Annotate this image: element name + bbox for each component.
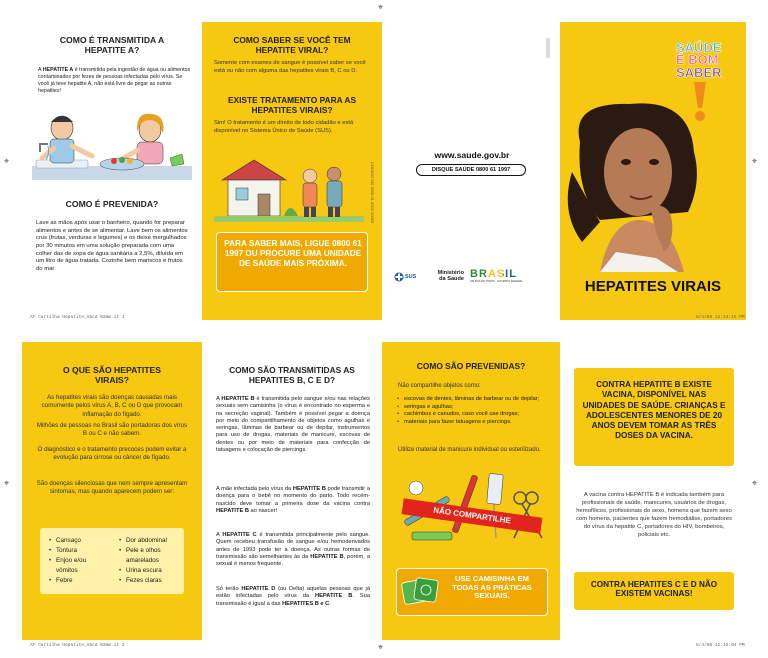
- panel-title: COMO É TRANSMITIDA A HEPATITE A?: [59, 35, 165, 55]
- bold-label: HEPATITE B: [221, 396, 255, 402]
- footer-mark: 8/4/08 12:15:04 PM: [696, 643, 745, 648]
- registration-mark: ⌖: [4, 478, 10, 488]
- brasil-sub: UM PAÍS DE TODOS · GOVERNO FEDERAL: [470, 280, 523, 283]
- text-lead: A: [38, 67, 43, 73]
- title-o-que-sao: O QUE SÃO HEPATITES VIRAIS?: [62, 365, 162, 385]
- panel-prevencao: [382, 342, 560, 640]
- prevent-text: Lave as mãos após usar o banheiro, quando for preparar alimentos e antes de se alimentar. Lave bem os alimentos crus (frutas, verduras e legumes) e os deixe mergulhados por 30 minutos em uma solução preparada com uma colher das de sopa de água sanitária a 2,5%, diluída em um litro de água tratada. Cozinhe bem mariscos e frutos do mar.: [36, 220, 188, 273]
- hand-washing-illustration: [32, 108, 192, 186]
- health-unit-illustration: [214, 150, 364, 224]
- hepatite-d-text: [216, 586, 370, 608]
- hepatite-a-text: [38, 67, 192, 95]
- symptom-item: • Febre: [48, 576, 112, 586]
- condom-text: USE CAMISINHA EM TODAS AS PRÁTICAS SEXUAIS.: [452, 574, 532, 601]
- text-span: A mãe infectada pelo vírus da: [216, 486, 293, 492]
- symptoms-right: [118, 536, 180, 586]
- bold-label: HEPATITES B e C: [282, 600, 330, 607]
- bold-label: HEPATITE C: [222, 532, 257, 538]
- prevencao-list: [396, 396, 548, 427]
- title-prevencao: COMO SÃO PREVENIDAS?: [416, 361, 526, 371]
- text-span: é transmitida principalmente pelo sangue. Quem recebeu transfusão de sangue e/ou hemoderivados antes de 1993 pode ter a doença. As outras formas de transmissão são semelhantes às da: [216, 532, 370, 560]
- mother-text: [216, 486, 370, 515]
- bold-label: HEPATITE B: [292, 486, 326, 492]
- manicure-text: Utilize material de manicure individual ou esterilizado.: [398, 447, 541, 453]
- side-code-2: [546, 38, 550, 58]
- title-diagnostico: COMO SABER SE VOCÊ TEM HEPATITE VIRAL?: [233, 35, 351, 55]
- cover-title: HEPATITES VIRAIS: [584, 278, 722, 295]
- panel-transmissao: [202, 342, 382, 640]
- bold-label: HEPATITE B: [310, 553, 344, 560]
- symptom-item: • Fezes claras: [118, 576, 180, 586]
- woman-portrait-photo: [560, 102, 746, 272]
- vaccine-box-text: CONTRA HEPATITE B EXISTE VACINA, DISPONÍVEL NAS UNIDADES DE SAÚDE. CRIANÇAS E ADOLESCENTES MENORES DE 20 ANOS DEVEM TOMAR AS TRÊS DOSES DA VACINA.: [582, 380, 726, 441]
- call-text: PARA SABER MAIS, LIGUE 0800 61 1997 OU PROCURE UMA UNIDADE DE SAÚDE MAIS PRÓXIMA.: [224, 239, 362, 268]
- prevencao-item: • cachimbos e canudos, caso você use drogas;: [396, 411, 548, 419]
- panel-hepatite-a: [22, 22, 202, 320]
- symptom-item: • Tontura: [48, 546, 112, 556]
- para-4: São doenças silenciosas que nem sempre apresentam sintomas, mas quando aparecem podem ser:: [36, 480, 188, 496]
- prevencao-intro: Não compartilhe objetos como:: [398, 383, 481, 389]
- text-span: Só terão: [216, 586, 242, 592]
- panel-back-cover: [382, 22, 560, 320]
- text-rest: é transmitida pela ingestão de água ou alimentos contaminados por fezes de pessoas infectadas pelo vírus. Se você já teve hepatite A, não está livre de pegar as outras hepatites!: [38, 67, 191, 94]
- symptoms-left: [48, 536, 112, 586]
- sus-icon: [394, 272, 404, 282]
- text-span: (ou Delta) aquelas pessoas que já estão infectadas pelo vírus da: [216, 586, 370, 600]
- symptom-item: • Enjoo e/ou vômitos: [48, 556, 94, 576]
- symptom-item: • Dor abdominal: [118, 536, 180, 546]
- brand-line-1: SAÚDE: [676, 40, 722, 55]
- prevencao-item: • escovas de dentes, lâminas de barbear ou de depilar;: [396, 396, 548, 404]
- symptom-item: • Urina escura: [118, 566, 180, 576]
- para-2: Milhões de pessoas no Brasil são portadoras dos vírus B ou C e não sabem.: [36, 422, 188, 438]
- title-transmissao: COMO SÃO TRANSMITIDAS AS HEPATITES B, C E D?: [229, 365, 355, 385]
- vaccine-box: [574, 368, 734, 466]
- registration-mark: ⌖: [752, 478, 758, 488]
- website-link[interactable]: www.saude.gov.br: [434, 150, 510, 160]
- symptom-item: • Pele e olhos amarelados: [118, 546, 170, 566]
- brasil-wordmark: BRASIL: [470, 268, 536, 280]
- title-tratamento: EXISTE TRATAMENTO PARA AS HEPATITES VIRAIS?: [227, 95, 357, 115]
- panel-o-que-sao: [22, 342, 202, 640]
- bold-label: HEPATITE B: [216, 507, 249, 514]
- prevencao-item: • seringas e agulhas;: [396, 404, 548, 412]
- para-3: O diagnóstico e o tratamento precoces podem evitar a evolução para cirrose ou câncer de fígado.: [37, 446, 187, 462]
- side-code: CODIGO MS 2008 01 0001 00000: [370, 162, 375, 224]
- registration-mark: ⌖: [4, 156, 10, 166]
- brand-line-3: SABER: [676, 64, 722, 80]
- text-span: ao nascer!: [248, 507, 278, 514]
- hepatite-b-text: A HEPATITE B é transmitida pelo sangue e/ou nas relações sexuais sem camisinha (o vírus é encontrado no esperma e na secreção vaginal). Também é possível pegar a doença por meio do compartilhamento de objetos como agulhas e seringas, lâminas de barbear ou de depilar, instrumentos para uso de drogas, materiais de manicure, escovas de dentes ou por meio de materiais para confecção de tatuagens e colocação de piercings.: [216, 396, 370, 454]
- panel-vacina: [560, 342, 746, 640]
- ministerio-logo: Ministério da Saúde: [437, 270, 464, 283]
- text-span: . Sua transmissão é igual a das: [216, 593, 370, 607]
- registration-mark: ⌖: [752, 156, 758, 166]
- no-vaccine-text: CONTRA HEPATITES C E D NÃO EXISTEM VACINAS!: [590, 580, 718, 599]
- text-tratamento: Sim! O tratamento é um direito de todo cidadão e está disponível no Sistema Único de Saúde (SUS).: [214, 120, 354, 134]
- call-box: [216, 232, 368, 292]
- para-1: As hepatites virais são doenças causadas mais comumente pelos vírus A, B, C ou D que provocam inflamação do fígado.: [41, 394, 183, 418]
- symptoms-box: [40, 528, 184, 594]
- text-span: , porém, a sexual é menos frequente.: [216, 553, 371, 568]
- text-span: é transmitida pelo sangue e/ou nas relações sexuais sem camisinha (o vírus é encontrado no esperma e na secreção vaginal). Também é possível pegar a doença por meio do compartilhamento de objetos como agulhas e seringas, lâminas de barbear ou de depilar, instrumentos para uso de drogas, materiais de manicure, escovas de dentes ou por meio de materiais para confecção de tatuagens e colocação de piercings.: [216, 396, 370, 454]
- panel-diagnostico: [202, 22, 382, 320]
- ribbon-text: NÃO COMPARTILHE: [432, 505, 512, 526]
- vaccine-text: A vacina contra HEPATITE B é indicada também para profissionais de saúde, manicures, usuários de drogas, hemofílicos, profissionais do sexo, homens que fazem sexo com homens, pacientes que fazem hemodiálise, portadores do vírus da hepatite C, portadores do HIV, bombeiros, policiais etc.: [576, 492, 732, 538]
- footer-mark: AF Cartilha Hepatite_A5cd 02mm.it 1: [30, 315, 125, 320]
- sus-logo: [394, 272, 420, 286]
- bold-label: HEPATITE D: [241, 586, 276, 592]
- brand-line-2: É BOM: [676, 52, 719, 68]
- text-span: pode transmitir a doença para o bebê no momento do parto. Todo recém-nascido deve tomar a primeira dose da vacina contra: [216, 486, 370, 507]
- brasil-logo: [470, 268, 536, 288]
- bold-label: HEPATITE B: [315, 593, 353, 600]
- hepatite-c-text: A HEPATITE C é transmitida principalmente pelo sangue. Quem recebeu transfusão de sangue e/ou hemoderivados antes de 1993 pode ter a doença. As outras formas de transmissão são semelhantes às da HEPATITE B, porém, a sexual é menos frequente.: [216, 532, 371, 568]
- registration-mark: ⌖: [378, 2, 384, 12]
- no-vaccine-box: [574, 572, 734, 610]
- text-bold: HEPATITE A: [42, 67, 74, 73]
- condom-box: [396, 568, 548, 616]
- condom-icon: [401, 573, 439, 611]
- text-span: .: [329, 600, 331, 607]
- prevencao-item: • materiais para fazer tatuagens e piercings.: [396, 419, 548, 427]
- text-diagnostico: Somente com exames de sangue é possível saber se você está ou não com alguma das hepatites virais B, C ou D.: [214, 60, 366, 74]
- sus-label: SUS: [405, 274, 417, 280]
- footer-mark: 8/4/08 12:14:15 PM: [696, 315, 745, 320]
- phone-badge[interactable]: DISQUE SAÚDE 0800 61 1997: [416, 164, 526, 176]
- cover-title-bar: [560, 272, 746, 300]
- registration-mark: ⌖: [378, 642, 384, 652]
- prevent-title: COMO É PREVENIDA?: [65, 199, 159, 209]
- panel-front-cover: [560, 22, 746, 320]
- symptom-item: • Cansaço: [48, 536, 112, 546]
- footer-mark: AF Cartilha Hepatite_A5cd 02mm.it 2: [30, 643, 125, 648]
